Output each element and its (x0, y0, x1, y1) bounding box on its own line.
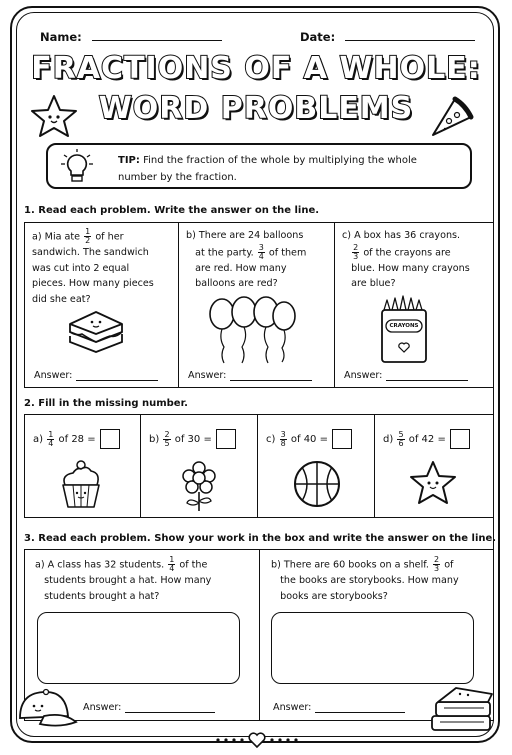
problem-text: blue. How many crayons (351, 262, 470, 274)
baseball-cap-icon (14, 686, 80, 732)
item-letter: c) (266, 434, 276, 445)
numerator: 3 (258, 242, 264, 252)
page-title: FRACTIONS OF A WHOLE: (31, 51, 481, 86)
answer-line[interactable] (230, 371, 312, 381)
problem-text: b) There are 60 books on a shelf. (271, 559, 429, 571)
missing-number-a (25, 415, 140, 517)
star-icon (407, 459, 459, 507)
problem-text: at the party. (195, 247, 254, 258)
problem-1a (32, 228, 172, 307)
problem-text: of her (95, 231, 124, 243)
equation-text: of 30 = (174, 434, 212, 445)
section2-heading: 2. Fill in the missing number. (24, 398, 188, 409)
problem-text: a) A class has 32 students. (35, 559, 165, 571)
answer-field-1c[interactable] (344, 370, 468, 381)
pizza-slice-icon (425, 95, 475, 141)
numerator: 1 (169, 555, 175, 564)
answer-label: Answer: (188, 370, 227, 381)
date-line[interactable] (345, 40, 475, 41)
answer-label: Answer: (344, 370, 383, 381)
problem-text: books are storybooks? (280, 590, 388, 602)
answer-label: Answer: (34, 370, 73, 381)
problem-text: was cut into 2 equal (32, 262, 130, 274)
problem-1c (342, 228, 490, 292)
numerator: 1 (48, 429, 54, 439)
problem-3b (271, 556, 491, 604)
date-field[interactable] (300, 30, 475, 44)
problem-text: of the crayons are (363, 247, 451, 258)
item-letter: d) (383, 434, 394, 445)
work-box-3a[interactable] (37, 612, 240, 684)
fraction (352, 244, 359, 261)
equation (149, 429, 236, 449)
answer-field-1b[interactable] (188, 370, 312, 381)
numerator: 2 (434, 555, 440, 564)
problem-text: a) Mia ate (32, 231, 81, 243)
equation (383, 429, 470, 449)
denominator: 8 (280, 438, 286, 448)
denominator: 2 (85, 236, 91, 245)
basketball-icon (292, 459, 342, 509)
answer-box[interactable] (332, 429, 352, 449)
divider (259, 550, 260, 720)
denominator: 3 (353, 251, 359, 261)
star-mascot-icon (28, 93, 80, 139)
fraction (168, 556, 175, 573)
section2-grid (24, 414, 494, 518)
problem-text: students brought a hat? (44, 590, 160, 602)
problem-text: sandwich. The sandwich (32, 247, 149, 258)
denominator: 3 (434, 564, 440, 573)
flower-icon (179, 459, 219, 513)
crayon-box-label: CRAYONS (389, 323, 419, 329)
equation-text: of 28 = (58, 434, 96, 445)
books-stack-icon (426, 682, 498, 734)
lightbulb-icon (60, 149, 94, 185)
date-label: Date: (300, 30, 336, 44)
numerator: 3 (280, 429, 286, 439)
problem-text: the books are storybooks. How many (280, 575, 459, 586)
section1-heading: 1. Read each problem. Write the answer on the line. (24, 205, 320, 216)
answer-box[interactable] (100, 429, 120, 449)
item-letter: a) (33, 434, 44, 445)
answer-line[interactable] (386, 371, 468, 381)
answer-label: Answer: (83, 702, 122, 713)
problem-text: did she eat? (32, 293, 91, 305)
fraction (280, 431, 287, 448)
fraction (163, 431, 170, 448)
name-label: Name: (40, 30, 82, 44)
fraction (397, 431, 404, 448)
problem-text: of them (268, 247, 307, 258)
tip-text-block (118, 152, 458, 186)
fraction (84, 228, 91, 245)
tip-box (46, 143, 472, 189)
denominator: 4 (258, 251, 264, 261)
work-box-3b[interactable] (271, 612, 474, 684)
answer-line[interactable] (315, 703, 405, 713)
fraction (47, 431, 54, 448)
answer-field-3a[interactable] (83, 702, 215, 713)
answer-field-1a[interactable] (34, 370, 158, 381)
sandwich-icon (64, 308, 128, 354)
name-field[interactable] (40, 30, 222, 44)
section3-heading: 3. Read each problem. Show your work in the box and write the answer on the line. (24, 533, 497, 544)
fraction (433, 556, 440, 573)
problem-text: of (444, 559, 454, 571)
section3-grid (24, 549, 494, 721)
problem-text: c) A box has 36 crayons. (342, 230, 461, 241)
heart-ornament-icon (212, 730, 302, 750)
problem-3a (35, 556, 255, 604)
numerator: 1 (85, 227, 91, 236)
name-line[interactable] (92, 40, 222, 41)
item-letter: b) (149, 434, 160, 445)
page-subtitle: WORD PROBLEMS (98, 91, 414, 126)
fraction (258, 244, 265, 261)
denominator: 5 (164, 438, 170, 448)
equation-text: of 42 = (408, 434, 446, 445)
problem-text: students brought a hat. How many (44, 575, 212, 586)
denominator: 4 (48, 438, 54, 448)
divider (178, 222, 179, 388)
numerator: 2 (353, 242, 359, 252)
equation (266, 429, 352, 449)
missing-number-c (258, 415, 374, 517)
answer-line[interactable] (76, 371, 158, 381)
answer-box[interactable] (450, 429, 470, 449)
answer-box[interactable] (216, 429, 236, 449)
section1-grid (24, 222, 494, 388)
tip-label: TIP: (118, 155, 140, 166)
problem-text: b) There are 24 balloons (186, 230, 304, 241)
denominator: 6 (398, 438, 404, 448)
missing-number-d (375, 415, 493, 517)
divider (334, 222, 335, 388)
problem-text: pieces. How many pieces (32, 278, 154, 289)
balloons-icon (204, 294, 300, 366)
equation-text: of 40 = (290, 434, 328, 445)
answer-field-3b[interactable] (273, 702, 405, 713)
numerator: 5 (398, 429, 404, 439)
cupcake-icon (57, 459, 105, 511)
problem-text: of the (179, 559, 208, 571)
problem-text: are blue? (351, 278, 396, 289)
missing-number-b (141, 415, 257, 517)
answer-line[interactable] (125, 703, 215, 713)
problem-text: balloons are red? (195, 278, 278, 289)
denominator: 4 (169, 564, 175, 573)
numerator: 2 (164, 429, 170, 439)
problem-text: are red. How many (195, 262, 287, 274)
tip-text: Find the fraction of the whole by multiplying the whole number by the fraction. (118, 155, 417, 183)
equation (33, 429, 120, 449)
problem-1b (186, 228, 331, 292)
answer-label: Answer: (273, 702, 312, 713)
